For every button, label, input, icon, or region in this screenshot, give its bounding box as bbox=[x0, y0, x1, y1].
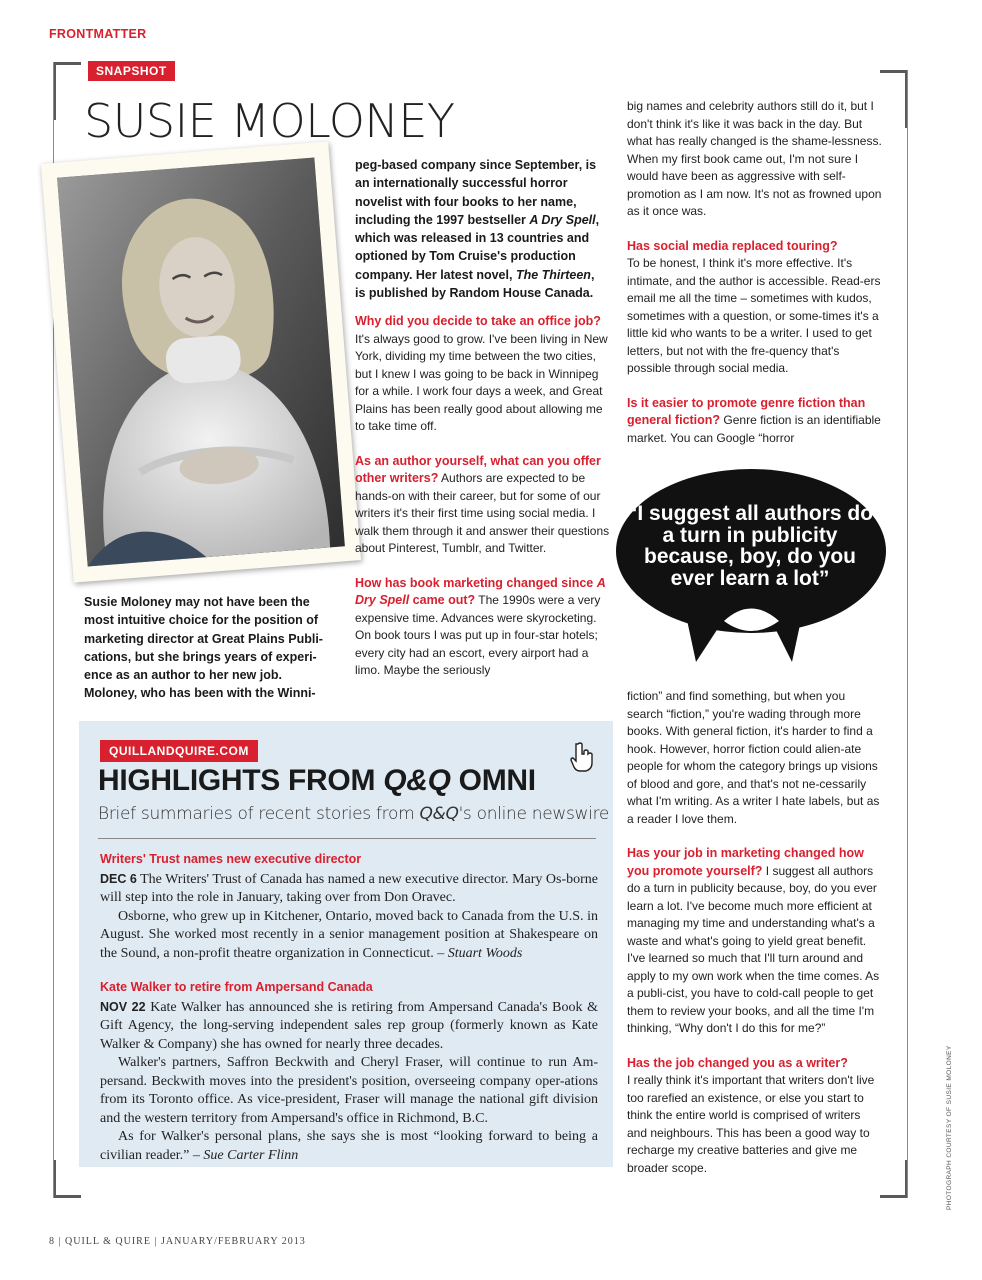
question: Is it easier to promote genre fiction than general fiction? bbox=[627, 395, 866, 427]
question: Has your job in marketing changed how you promote yourself? bbox=[627, 846, 864, 878]
intro-paragraph: Susie Moloney may not have been the most intuitive choice for the position of marketing director at Great Plains Publi-cations, but she brings years of experi-ence as an author to her new job. Moloney, who has been with the Winni- bbox=[84, 595, 323, 701]
story-dateline: NOV 22 bbox=[100, 999, 146, 1014]
qa-column-right-top bbox=[627, 98, 882, 464]
qa-item bbox=[355, 575, 610, 680]
question: As an author yourself, what can you offer other writers? bbox=[355, 453, 601, 485]
question: How has book marketing changed since A Dry Spell came out? bbox=[355, 575, 606, 607]
answer: I really think it's important that writers don't live too rarefied an existence, or else you start to think the entire world is comprised of writers and neighbours. This has been a good way to recharge my creative batteries and give me broader scope. bbox=[627, 1073, 875, 1175]
page-title: SUSIE MOLONEY bbox=[84, 94, 455, 148]
qa-item bbox=[355, 313, 610, 436]
frame-corner-top-right bbox=[880, 70, 908, 128]
qa-item bbox=[627, 1055, 882, 1178]
frame-corner-bottom-left bbox=[53, 1160, 81, 1198]
answer: To be honest, I think it's more effective. It's intimate, and the author is accessible. Read-ers email me all the time – sometimes with kudos, sometimes with a question, or some-times it's a little kid who wants to be a writer. I used to get letters, but not with the fre-quency that's possible through social media. bbox=[627, 256, 881, 375]
frame-corner-top-left bbox=[53, 62, 81, 120]
answer: The 1990s were a very expensive time. Advances were skyrocketing. On book tours I was put up in four-star hotels; every city had an escort, every airport had a limo. Maybe the seriously bbox=[355, 593, 601, 677]
question: Has social media replaced touring? bbox=[627, 238, 838, 253]
story-dateline: DEC 6 bbox=[100, 871, 137, 886]
news-story: Writers' Trust names new executive director DEC 6 The Writers' Trust of Canada has named a new executive director. Mary Os-borne will step into the role in January, taking over from Don Oravec. Osborne, who grew up in Kitchener, Ontario, moved back to Canada from the U.S. in August. She worked most recently in a senior management position at Shakespeare on the Sound, a non-profit theatre organization in Connecticut. – Stuart Woods bbox=[100, 852, 598, 961]
highlights-subtitle: Brief summaries of recent stories from Q&Q's online newswire bbox=[98, 804, 610, 824]
intro-paragraph-continued: peg-based company since September, is an internationally successful horror novelist with four books to her name, including the 1997 bestseller A Dry Spell, which was released in 13 countries and optioned by Tom Cruise's production company. Her latest novel, The Thirteen, is published by Random House Canada. bbox=[355, 158, 600, 301]
qa-column-right-bottom bbox=[627, 688, 882, 1194]
portrait-illustration bbox=[57, 157, 345, 566]
divider bbox=[98, 838, 596, 839]
frame-line-right bbox=[907, 70, 908, 1198]
qa-column-middle bbox=[355, 313, 610, 697]
snapshot-badge: SNAPSHOT bbox=[88, 61, 175, 81]
question: Why did you decide to take an office job? bbox=[355, 314, 601, 328]
question: Has the job changed you as a writer? bbox=[627, 1055, 848, 1070]
answer: Authors are expected to be hands-on with their career, but for some of our writers it's their first time using social media. I walk them through it and answer their questions about Pinterest, Tumblr, and Twitter. bbox=[355, 471, 610, 555]
pull-quote: “I suggest all authors do a turn in publicity because, boy, do you ever learn a lot” bbox=[626, 502, 874, 590]
story-headline[interactable]: Writers' Trust names new executive director bbox=[100, 852, 362, 866]
website-badge[interactable]: QUILLANDQUIRE.COM bbox=[100, 740, 258, 762]
answer-continued: fiction” and find something, but when you search “fiction,” you're wading through more books. With general fiction, it's harder to find a hook. However, horror fiction could alien-ate people for whom the category brings up visions of blood and gore, and that's not ne-cessarily what I'm writing. As a writer I hate labels, but as a reader I love them. bbox=[627, 689, 880, 826]
author-photo bbox=[41, 141, 361, 582]
news-story: Kate Walker to retire from Ampersand Canada NOV 22 Kate Walker has announced she is retiring from Ampersand Canada's Book & Gift Agency, the long-serving independent sales rep group (formerly known as Kate Walker & Company) she has owned for nearly three decades. Walker's partners, Saffron Beckwith and Cheryl Fraser, will continue to run Am-persand. Beckwith moves into the president's position, overseeing company oper-ations from its Toronto office. As vice-president, Fraser will manage the national gift division and the western territory from Ampersand's office in Richmond, B.C. As for Walker's personal plans, she says she is most “looking forward to being a civilian reader.” – Sue Carter Flinn bbox=[100, 980, 598, 1163]
qa-item bbox=[627, 395, 882, 448]
answer-continued: big names and celebrity authors still do it, but I don't think it's like it was back in the day. But what has really changed is the shame-lessness. When my first book came out, I'm not sure I would have been as aggressive with self-promotion as I am now. It's not as frowned upon as it once was. bbox=[627, 99, 882, 218]
photo-credit: PHOTOGRAPH COURTESY OF SUSIE MOLONEY bbox=[946, 1045, 953, 1210]
page-footer: 8 | QUILL & QUIRE | JANUARY/FEBRUARY 2013 bbox=[49, 1236, 306, 1247]
qa-item bbox=[627, 238, 882, 378]
highlights-title: HIGHLIGHTS FROM Q&Q OMNI bbox=[98, 764, 536, 797]
answer: I suggest all authors do a turn in publicity because, boy, do you ever learn a lot. I've become much more efficient at managing my time and understanding what's a waste and what's going to yield great benefit. I've learned so much that I'll turn around and apply to my own work when the time comes. As a publi-cist, you have to cold-call people to get them to review your books, and all the time I'm thinking, “Why don't I do this for me?” bbox=[627, 863, 880, 1035]
pointing-hand-icon bbox=[570, 742, 594, 772]
answer: It's always good to grow. I've been living in New York, dividing my time between the two cities, but I knew I was going to be back in Winnipeg for a while. I work four days a week, and Great Plains has been really good about allowing me to take time off. bbox=[355, 331, 608, 433]
frame-corner-bottom-right bbox=[880, 1160, 908, 1198]
story-headline[interactable]: Kate Walker to retire from Ampersand Canada bbox=[100, 980, 373, 994]
qa-item bbox=[355, 453, 610, 558]
answer: Genre fiction is an identifiable market. You can Google “horror bbox=[627, 413, 881, 445]
qa-item bbox=[627, 845, 882, 1038]
story-byline: Stuart Woods bbox=[447, 945, 523, 961]
section-label: FRONTMATTER bbox=[49, 27, 147, 41]
story-byline: Sue Carter Flinn bbox=[203, 1147, 299, 1163]
